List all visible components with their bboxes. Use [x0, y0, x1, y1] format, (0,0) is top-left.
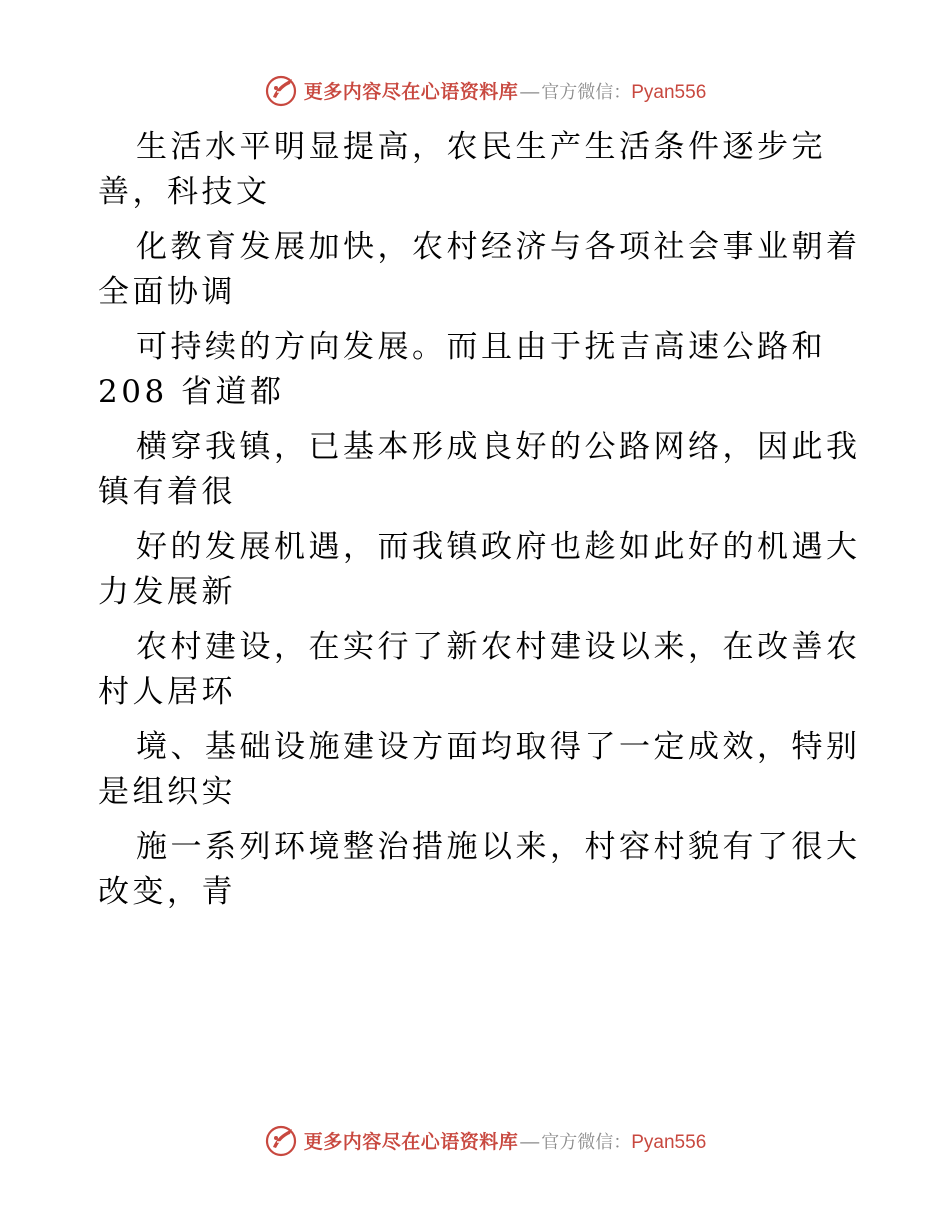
footer-brand-text: 更多内容尽在心语资料库 — [303, 1130, 519, 1153]
body-line: 村人居环 — [98, 674, 236, 710]
footer-watermark-banner — [0, 1120, 950, 1160]
library-logo-icon — [264, 1123, 298, 1157]
body-line: 施一系列环境整治措施以来，村容村貌有了很大 — [136, 829, 861, 865]
header-banner-content — [264, 73, 707, 107]
body-line: 改变，青 — [98, 874, 236, 910]
body-line: 好的发展机遇，而我镇政府也趁如此好的机遇大 — [136, 529, 861, 565]
header-banner-text — [304, 77, 707, 104]
header-wechat-label: 官方微信： — [541, 81, 632, 103]
body-line: 力发展新 — [98, 574, 236, 610]
body-line: 境、基础设施建设方面均取得了一定成效，特别 — [136, 729, 861, 765]
header-wechat-id: Pyan556 — [631, 81, 707, 103]
body-line: 农村建设，在实行了新农村建设以来，在改善农 — [136, 629, 861, 665]
footer-dash: — — [520, 1131, 540, 1153]
document-body — [98, 125, 861, 915]
library-logo-icon — [264, 73, 298, 107]
body-line: 全面协调 — [98, 274, 236, 310]
header-dash: — — [520, 81, 540, 103]
body-line: 可持续的方向发展。而且由于抚吉高速公路和 — [136, 329, 826, 365]
body-line: 化教育发展加快，农村经济与各项社会事业朝着 — [136, 229, 861, 265]
body-line: 横穿我镇，已基本形成良好的公路网络，因此我 — [136, 429, 861, 465]
footer-banner-content — [264, 1123, 707, 1157]
body-line: 生活水平明显提高，农民生产生活条件逐步完 — [136, 129, 826, 165]
header-watermark-banner — [0, 70, 950, 110]
body-line: 是组织实 — [98, 774, 236, 810]
footer-wechat-id: Pyan556 — [631, 1131, 707, 1153]
footer-wechat-label: 官方微信： — [541, 1131, 632, 1153]
body-line: 镇有着很 — [98, 474, 236, 510]
header-brand-text: 更多内容尽在心语资料库 — [303, 80, 519, 103]
body-line: 208 省道都 — [98, 374, 285, 410]
footer-banner-text — [304, 1127, 707, 1154]
body-line: 善，科技文 — [98, 174, 271, 210]
